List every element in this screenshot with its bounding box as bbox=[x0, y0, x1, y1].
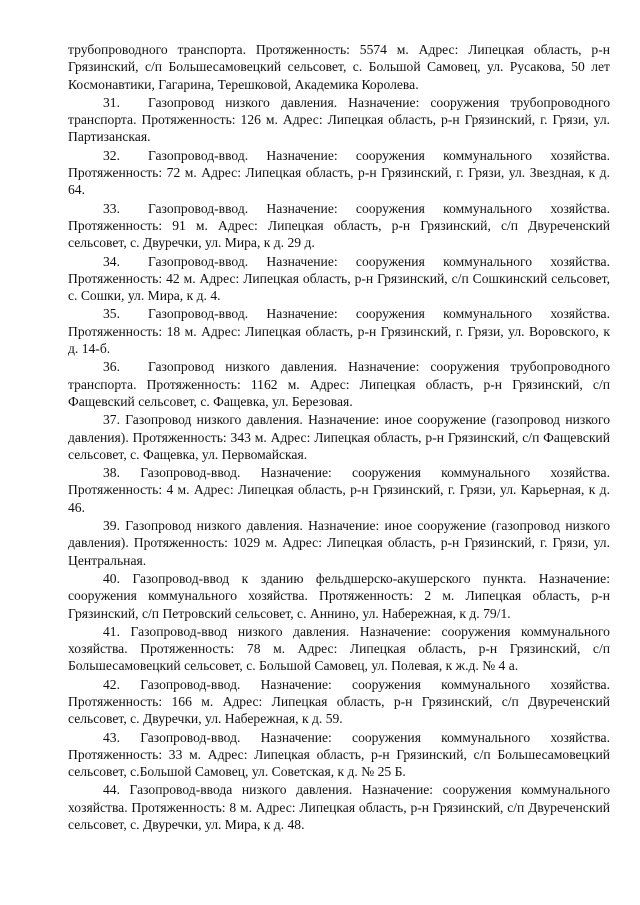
item-number: 34. bbox=[103, 253, 120, 269]
item-number: 32. bbox=[103, 147, 120, 163]
continuation-paragraph: трубопроводного транспорта. Протяженность: 5574 м. Адрес: Липецкая область, р-н Грязинский, с/п Большесамовецкий сельсовет, с. Большой Самовец, ул. Русакова, 50 лет Космонавтики, Гагарина, Терешковой, Академика Королева. bbox=[68, 42, 610, 92]
item-text: Газопровод низкого давления. Назначение: сооружения трубопроводного транспорта. Протяженность: 1162 м. Адрес: Липецкая область, р-н Грязинский, с/п Фащевский сельсовет, с. Фащевка, ул. Березовая. bbox=[68, 359, 610, 409]
item-text: Газопровод-ввод к зданию фельдшерско-акушерского пункта. Назначение: сооружения коммунального хозяйства. Протяженность: 2 м. Липецкая область, р-н Грязинский, с/п Петровский сельсовет, с. Аннино, ул. Набережная, к д. 79/1. bbox=[68, 570, 610, 621]
list-item bbox=[68, 464, 610, 516]
item-text: Газопровод-ввод. Назначение: сооружения коммунального хозяйства. Протяженность: 72 м. Адрес: Липецкая область, р-н Грязинский, г. Грязи, ул. Звездная, к д. 64. bbox=[68, 147, 610, 198]
item-number: 36. bbox=[103, 359, 120, 375]
item-text: Газопровод-ввод. Назначение: сооружения коммунального хозяйства. Протяженность: 42 м. Адрес: Липецкая область, р-н Грязинский, с/п Сошкинский сельсовет, с. Сошки, ул. Мира, к д. 4. bbox=[68, 253, 610, 304]
item-number: 41. bbox=[103, 623, 120, 639]
list-item bbox=[68, 358, 610, 410]
list-item bbox=[68, 781, 610, 833]
list-item bbox=[68, 94, 610, 146]
item-text: Газопровод-ввод. Назначение: сооружения коммунального хозяйства. Протяженность: 166 м. Адрес: Липецкая область, р-н Грязинский, с/п Двуреченский сельсовет, с. Двуречки, ул. Набережная, к д. 59. bbox=[68, 676, 610, 727]
item-text: Газопровод-ввод. Назначение: сооружения коммунального хозяйства. Протяженность: 4 м. Адрес: Липецкая область, р-н Грязинский, г. Грязи, ул. Карьерная, к д. 46. bbox=[68, 465, 610, 515]
item-number: 39. bbox=[103, 518, 120, 534]
item-number: 33. bbox=[103, 200, 120, 216]
item-text: Газопровод-ввод. Назначение: сооружения коммунального хозяйства. Протяженность: 33 м. Адрес: Липецкая область, р-н Грязинский, с/п Большесамовецкий сельсовет, с.Большой Самовец, ул. Советская, к д. № 25 Б. bbox=[68, 729, 610, 780]
item-text: Газопровод-ввод. Назначение: сооружения коммунального хозяйства. Протяженность: 91 м. Адрес: Липецкая область, р-н Грязинский, с/п Двуреченский сельсовет, с. Двуречки, ул. Мира, к д. 29 д. bbox=[68, 200, 610, 251]
list-item bbox=[68, 411, 610, 463]
item-number: 43. bbox=[103, 729, 120, 745]
list-item bbox=[68, 253, 610, 305]
list-item bbox=[68, 570, 610, 622]
item-text: Газопровод низкого давления. Назначение: иное сооружение (газопровод низкого давления). Протяженность: 1029 м. Адрес: Липецкая область, р-н Грязинский, г. Грязи, ул. Центральная. bbox=[68, 518, 610, 568]
list-item bbox=[68, 676, 610, 728]
item-text: Газопровод-ввода низкого давления. Назначение: сооружения коммунального хозяйства. Протяженность: 8 м. Адрес: Липецкая область, р-н Грязинский, с/п Двуреченский сельсовет, с. Двуречки, ул. Мира, к д. 48. bbox=[68, 782, 610, 833]
item-number: 31. bbox=[103, 94, 120, 110]
item-number: 44. bbox=[103, 782, 120, 798]
item-text: Газопровод низкого давления. Назначение: сооружения трубопроводного транспорта. Протяженность: 126 м. Адрес: Липецкая область, р-н Грязинский, г. Грязи, ул. Партизанская. bbox=[68, 94, 610, 145]
list-item bbox=[68, 517, 610, 569]
document-page bbox=[68, 41, 610, 834]
item-number: 38. bbox=[103, 465, 120, 481]
item-number: 35. bbox=[103, 306, 120, 322]
list-item bbox=[68, 305, 610, 357]
list-item bbox=[68, 147, 610, 199]
item-text: Газопровод-ввод. Назначение: сооружения коммунального хозяйства. Протяженность: 18 м. Адрес: Липецкая область, р-н Грязинский, г. Грязи, ул. Воровского, к д. 14-б. bbox=[68, 306, 610, 357]
list-item bbox=[68, 729, 610, 781]
item-number: 37. bbox=[103, 412, 120, 428]
list-item bbox=[68, 200, 610, 252]
item-number: 40. bbox=[103, 570, 120, 586]
item-text: Газопровод-ввод низкого давления. Назначение: сооружения коммунального хозяйства. Протяженность: 78 м. Адрес: Липецкая область, р-н Грязинский, с/п Большесамовецкий сельсовет, с. Большой Самовец, ул. Полевая, к ж.д. № 4 а. bbox=[68, 623, 610, 674]
item-text: Газопровод низкого давления. Назначение: иное сооружение (газопровод низкого давления). Протяженность: 343 м. Адрес: Липецкая область, р-н Грязинский, с/п Фащевский сельсовет, с. Фащевка, ул. Первомайская. bbox=[68, 412, 610, 462]
item-number: 42. bbox=[103, 676, 120, 692]
list-item bbox=[68, 623, 610, 675]
